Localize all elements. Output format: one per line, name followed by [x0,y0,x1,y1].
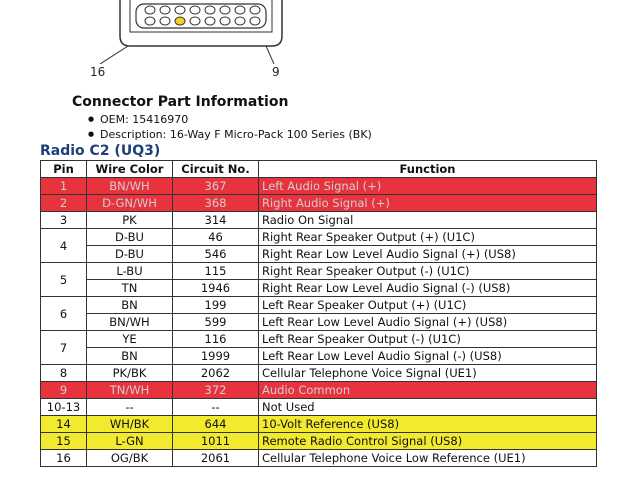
circuit-cell: 546 [173,246,259,263]
circuit-cell: 1011 [173,433,259,450]
circuit-cell: 368 [173,195,259,212]
pin-cell: 4 [41,229,87,263]
circuit-cell: 367 [173,178,259,195]
table-row [41,314,597,331]
table-row [41,178,597,195]
connector-diagram [100,0,300,64]
table-row [41,263,597,280]
description-item: ● Description: 16-Way F Micro-Pack 100 Series (BK) [88,127,372,142]
wire-color-cell: PK [87,212,173,229]
wire-color-cell: BN/WH [87,314,173,331]
wire-color-cell: L-BU [87,263,173,280]
circuit-cell: 2062 [173,365,259,382]
wire-color-cell: L-GN [87,433,173,450]
table-row [41,297,597,314]
function-cell: Cellular Telephone Voice Signal (UE1) [259,365,597,382]
function-cell: Not Used [259,399,597,416]
pin-cell: 7 [41,331,87,365]
table-row [41,433,597,450]
connector-outline-icon [100,0,300,64]
wire-color-cell: -- [87,399,173,416]
circuit-cell: 1999 [173,348,259,365]
pin-cell: 14 [41,416,87,433]
circuit-cell: 644 [173,416,259,433]
table-row [41,195,597,212]
wire-color-cell: TN [87,280,173,297]
header-wire-color: Wire Color [87,161,173,178]
circuit-cell: 115 [173,263,259,280]
pin-16-label: 16 [90,65,106,79]
pin-cell: 5 [41,263,87,297]
pin-cell: 1 [41,178,87,195]
header-circuit-no: Circuit No. [173,161,259,178]
function-cell: Right Rear Low Level Audio Signal (+) (US8) [259,246,597,263]
table-row [41,246,597,263]
table-row [41,212,597,229]
wire-color-cell: PK/BK [87,365,173,382]
function-cell: Right Audio Signal (+) [259,195,597,212]
table-row [41,450,597,467]
table-row [41,331,597,348]
wire-color-cell: TN/WH [87,382,173,399]
pin-cell: 6 [41,297,87,331]
pin-cell: 10-13 [41,399,87,416]
table-row [41,365,597,382]
function-cell: Left Rear Speaker Output (+) (U1C) [259,297,597,314]
wire-color-cell: BN [87,297,173,314]
wire-color-cell: OG/BK [87,450,173,467]
circuit-cell: 199 [173,297,259,314]
wire-color-cell: D-GN/WH [87,195,173,212]
table-row [41,416,597,433]
function-cell: Right Rear Low Level Audio Signal (-) (US8) [259,280,597,297]
circuit-cell: 116 [173,331,259,348]
table-row [41,229,597,246]
wire-color-cell: WH/BK [87,416,173,433]
table-row [41,399,597,416]
circuit-cell: 46 [173,229,259,246]
circuit-cell: -- [173,399,259,416]
function-cell: Right Rear Speaker Output (+) (U1C) [259,229,597,246]
connector-info-title: Connector Part Information [72,94,289,110]
function-cell: Cellular Telephone Voice Low Reference (UE1) [259,450,597,467]
wire-color-cell: BN [87,348,173,365]
pin-cell: 3 [41,212,87,229]
circuit-cell: 2061 [173,450,259,467]
header-pin: Pin [41,161,87,178]
connector-info-list [88,112,372,142]
pin-cell: 16 [41,450,87,467]
function-cell: Left Audio Signal (+) [259,178,597,195]
table-body [41,178,597,467]
wire-color-cell: D-BU [87,246,173,263]
function-cell: Left Rear Low Level Audio Signal (-) (US8) [259,348,597,365]
table-row [41,348,597,365]
function-cell: Remote Radio Control Signal (US8) [259,433,597,450]
pin-cell: 2 [41,195,87,212]
function-cell: Audio Common [259,382,597,399]
pin-cell: 15 [41,433,87,450]
function-cell: Right Rear Speaker Output (-) (U1C) [259,263,597,280]
wire-color-cell: YE [87,331,173,348]
header-function: Function [259,161,597,178]
circuit-cell: 599 [173,314,259,331]
function-cell: Radio On Signal [259,212,597,229]
function-cell: Left Rear Speaker Output (-) (U1C) [259,331,597,348]
pin-cell: 8 [41,365,87,382]
oem-item: ● OEM: 15416970 [88,112,372,127]
table-row [41,280,597,297]
circuit-cell: 314 [173,212,259,229]
circuit-cell: 1946 [173,280,259,297]
table-row [41,382,597,399]
wire-color-cell: D-BU [87,229,173,246]
pin-cell: 9 [41,382,87,399]
section-title: Radio C2 (UQ3) [40,143,161,159]
function-cell: Left Rear Low Level Audio Signal (+) (US8) [259,314,597,331]
circuit-cell: 372 [173,382,259,399]
wire-color-cell: BN/WH [87,178,173,195]
table-header-row [41,161,597,178]
pin-9-label: 9 [272,65,280,79]
pinout-table [40,160,597,467]
function-cell: 10-Volt Reference (US8) [259,416,597,433]
